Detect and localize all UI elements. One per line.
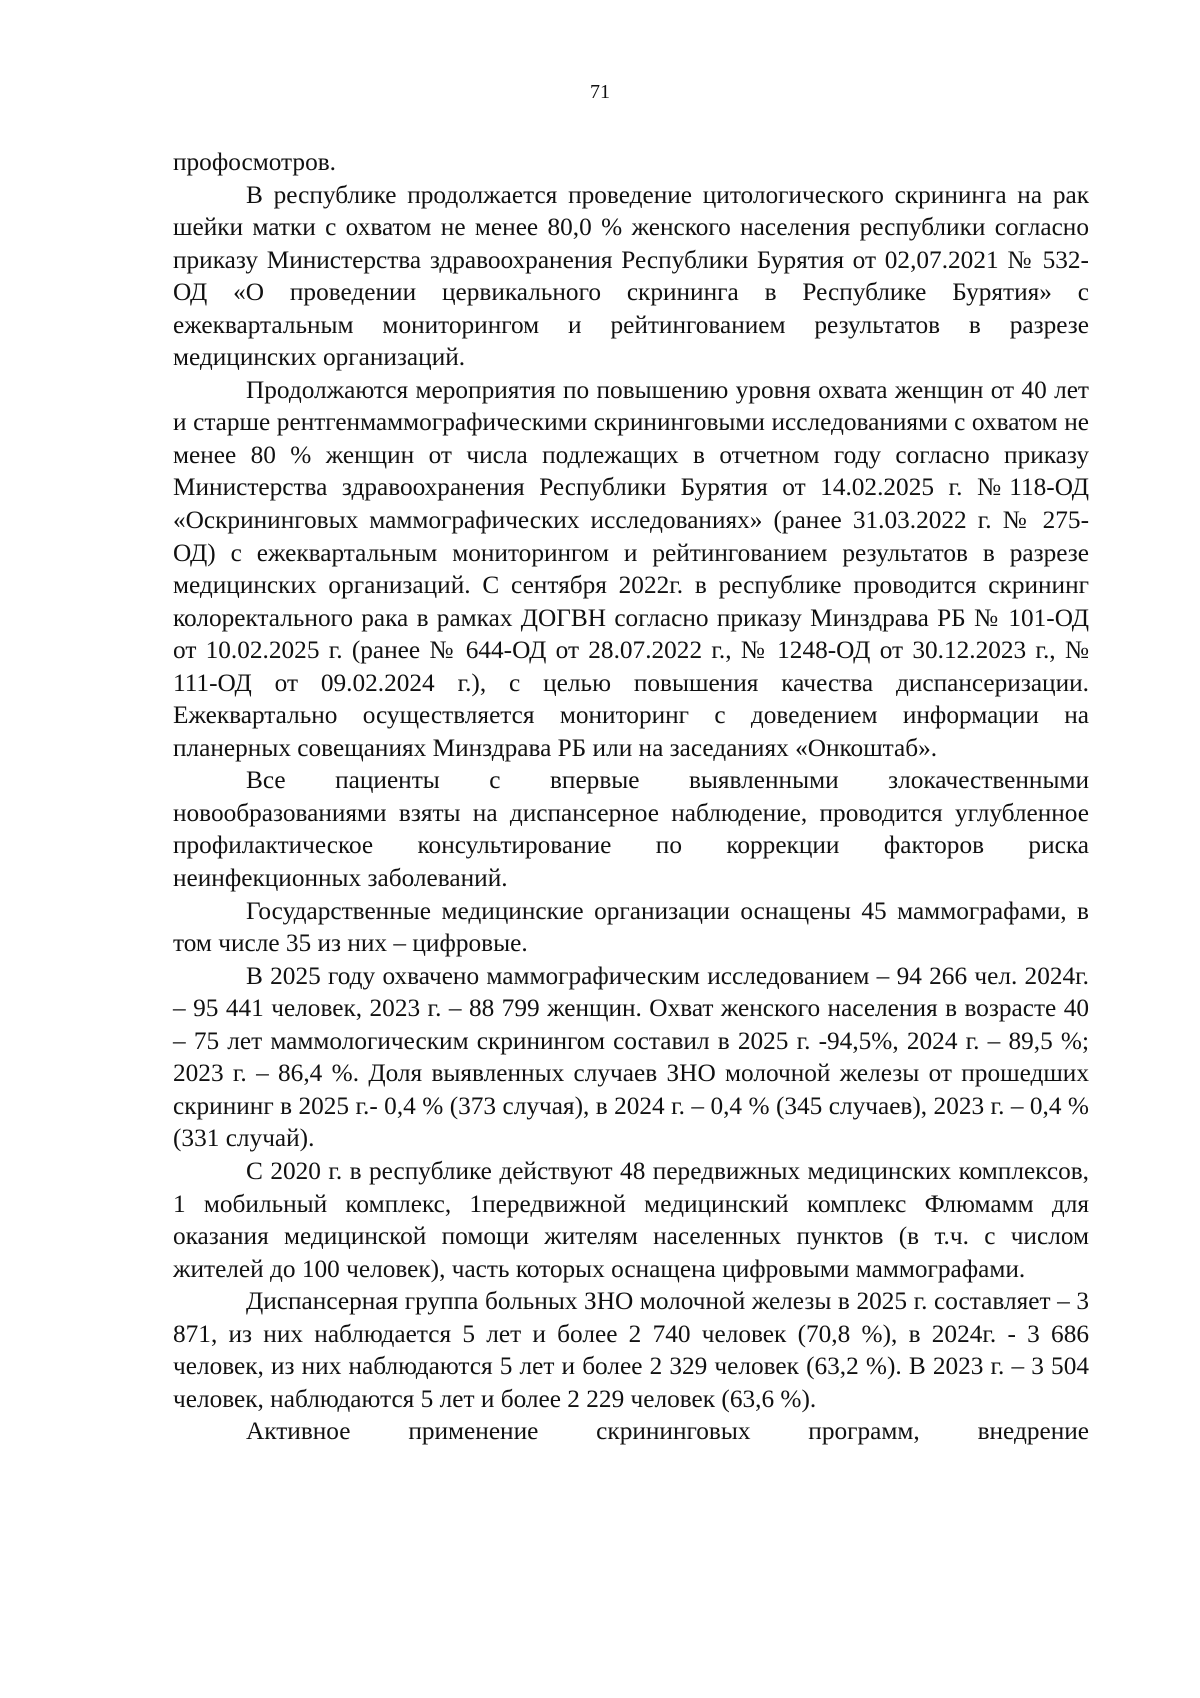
page-number: 71 — [590, 81, 610, 103]
document-body — [173, 146, 1089, 1448]
paragraph-dispensary-group: Диспансерная группа больных ЗНО молочной железы в 2025 г. составляет – 3 871, из них наблюдается 5 лет и более 2 740 человек (70,8 %), в 2024г. - 3 686 человек, из них наблюдаются 5 лет и более 2 329 человек (63,2 %). В 2023 г. – 3 504 человек, наблюдаются 5 лет и более 2 229 человек (63,6 %). — [173, 1287, 1089, 1413]
paragraph-cervical-screening: В республике продолжается проведение цитологического скрининга на рак шейки матки с охватом не менее 80,0 % женского населения республики согласно приказу Министерства здравоохранения Республики Бурятия от 02,07.2021 № 532-ОД «О проведении цервикального скрининга в Республике Бурятия» с ежеквартальным мониторингом и рейтингованием результатов в разрезе медицинских организаций. — [173, 180, 1089, 372]
paragraph-dispensary-observation: Все пациенты с впервые выявленными злокачественными новообразованиями взяты на диспансерное наблюдение, проводится углубленное профилактическое консультирование по коррекции факторов риска неинфекционных заболеваний. — [173, 766, 1089, 893]
paragraph-mammography-coverage: Продолжаются мероприятия по повышению уровня охвата женщин от 40 лет и старше рентгенмаммографическими скрининговыми исследованиями с охватом не менее 80 % женщин от числа подлежащих в отчетном году согласно приказу Министерства здравоохранения Республики Бурятия от 14.02.2025 г. №118-ОД «Оскрининговых маммографических исследованиях» (ранее 31.03.2022 г. № 275-ОД) с ежеквартальным мониторингом и рейтингованием результатов в разрезе медицинских организаций. С сентября 2022г. в республике проводится скрининг колоректального рака в рамках ДОГВН согласно приказу Минздрава РБ № 101-ОД от 10.02.2025 г. (ранее № 644-ОД от 28.07.2022 г., № 1248-ОД от 30.12.2023 г., № 111-ОД от 09.02.2024 г.), с целью повышения качества диспансеризации. Ежеквартально осуществляется мониторинг с доведением информации на планерных совещаниях Минздрава РБ или на заседаниях «Онкоштаб». — [173, 375, 1089, 762]
paragraph-screening-programs: Активное применение скрининговых программ, внедрение — [246, 1417, 1089, 1446]
paragraph-mobile-complexes: С 2020 г. в республике действуют 48 передвижных медицинских комплексов, 1 мобильный комплекс, 1передвижной медицинский комплекс Флюмамм для оказания медицинской помощи жителям населенных пунктов (в т.ч. с числом жителей до 100 человек), часть которых оснащена цифровыми маммографами. — [173, 1156, 1089, 1283]
paragraph-mammograph-equipment: Государственные медицинские организации оснащены 45 маммографами, в том числе 35 из них – цифровые. — [173, 896, 1089, 958]
paragraph-screening-statistics: В 2025 году охвачено маммографическим исследованием – 94 266 чел. 2024г. – 95 441 человек, 2023 г. – 88 799 женщин. Охват женского населения в возрасте 40 – 75 лет маммологическим скринингом составил в 2025 г. -94,5%, 2024 г. – 89,5 %; 2023 г. – 86,4 %. Доля выявленных случаев ЗНО молочной железы от прошедших скрининг в 2025 г.- 0,4 % (373 случая), в 2024 г. – 0,4 % (345 случаев), 2023 г. – 0,4 % (331 случай). — [173, 961, 1089, 1153]
paragraph-continuation: профосмотров. — [173, 148, 336, 176]
